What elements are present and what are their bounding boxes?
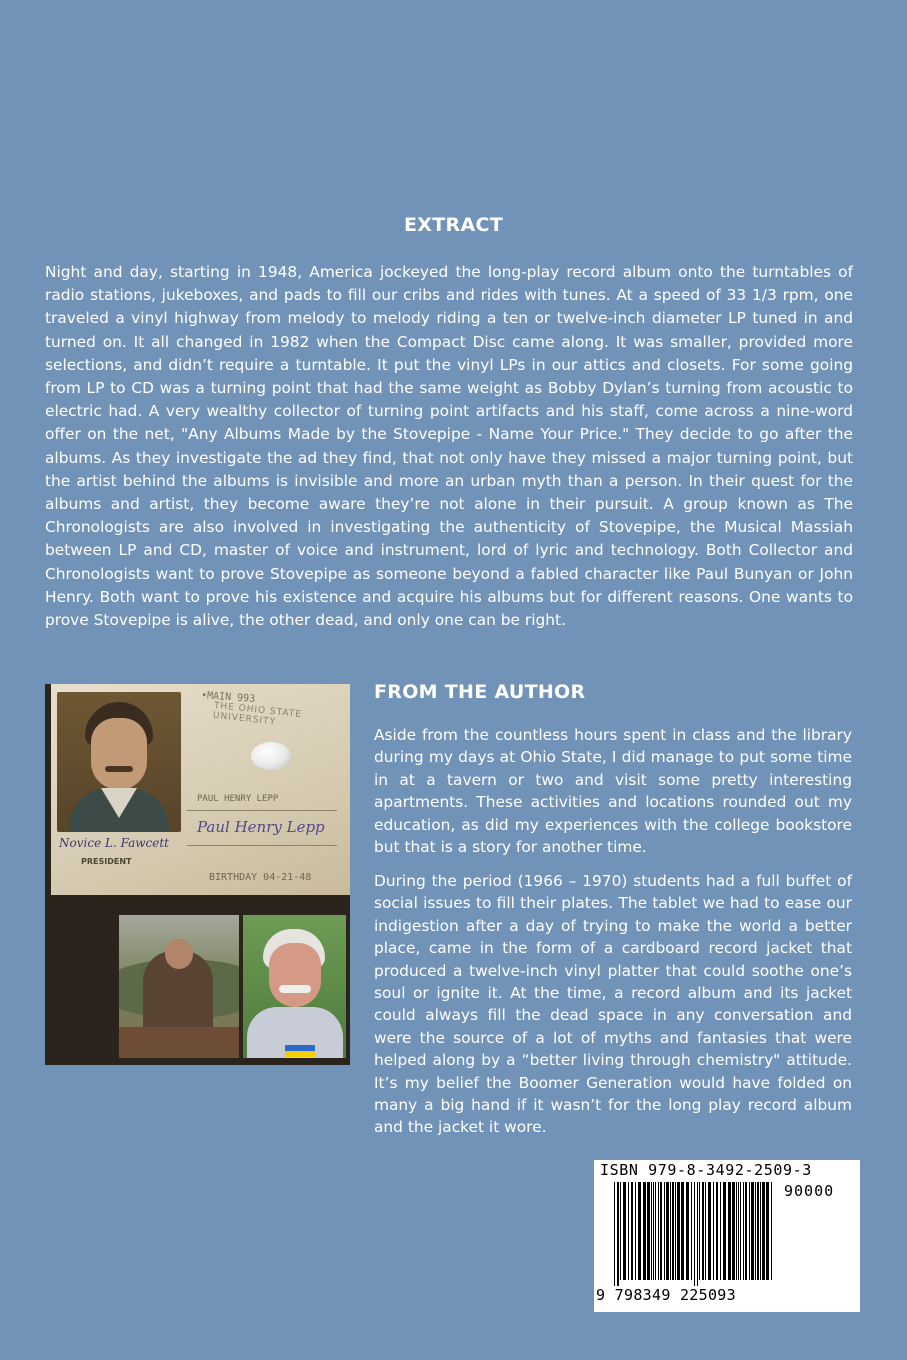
barcode-bars — [612, 1182, 772, 1288]
isbn-barcode — [594, 1160, 860, 1312]
ean-number: 9 798349 225093 — [596, 1286, 736, 1304]
barcode-bar — [757, 1182, 759, 1280]
isbn-number: ISBN 979-8-3492-2509-3 — [600, 1161, 812, 1179]
id-card-signature: Paul Henry Lepp — [197, 818, 325, 836]
barcode-bar — [681, 1182, 684, 1280]
barcode-bar — [655, 1182, 656, 1280]
barcode-bar — [614, 1182, 615, 1286]
barcode-bar — [623, 1182, 626, 1280]
extract-body: Night and day, starting in 1948, America jockeyed the long-play record album onto the turntables of radio stations, jukeboxes, and pads to fill our cribs and rides with tunes. At a speed of 33 1/3 rpm, one traveled a vinyl highway from melody to melody riding a ten or twelve-inch diameter LP tuned in and turned on. It all changed in 1982 when the Compact Disc came along. It was smaller, provided more selections, and didn’t require a turntable. It put the vinyl LPs in our attics and closets. For some going from LP to CD was a turning point that had the same weight as Bobby Dylan’s turning from acoustic to electric had. A very wealthy collector of turning point artifacts and his staff, come across a nine-word offer on the net, "Any Albums Made by the Stovepipe - Name Your Price." They decide to go after the albums. As they investigate the ad they find, that not only have they missed a major turning point, but the artist behind the albums is invisible and more an urban myth than a person. In their quest for the albums and artist, they become aware they’re not alone in their pursuit. A group known as The Chronologists are also involved in investigating the authenticity of Stovepipe, the Musical Massiah between LP and CD, master of voice and instrument, lord of lyric and technology. Both Collector and Chronologists want to prove Stovepipe as someone beyond a fabled character like Paul Bunyan or John Henry. Both want to prove his existence and acquire his albums but for different reasons. One wants to prove Stovepipe is alive, the other dead, and only one can be right. — [45, 263, 853, 630]
barcode-bar — [702, 1182, 704, 1280]
barcode-bar — [670, 1182, 671, 1280]
author-paragraph-1: Aside from the countless hours spent in class and the library during my days at Ohio State, I did manage to put some time in at a tavern or two and visit some pretty interesting apartments. These activities and locations rounded out my education, as did my experiences with the college bookstore but that is a story for another time. — [374, 726, 852, 857]
barcode-bar — [720, 1182, 721, 1280]
barcode-bar — [740, 1182, 741, 1280]
barcode-bar — [738, 1182, 739, 1280]
barcode-bar — [760, 1182, 761, 1280]
barcode-bar — [635, 1182, 636, 1280]
barcode-bar — [697, 1182, 698, 1286]
barcode-bar — [638, 1182, 641, 1280]
barcode-bar — [771, 1182, 772, 1280]
barcode-bar — [755, 1182, 756, 1280]
barcode-bar — [658, 1182, 659, 1280]
barcode-bar — [660, 1182, 662, 1280]
president-label: PRESIDENT — [81, 857, 132, 866]
barcode-bar — [766, 1182, 769, 1280]
barcode-bar — [643, 1182, 646, 1280]
pin-button — [251, 742, 291, 770]
extract-heading: EXTRACT — [404, 214, 503, 236]
ukraine-flag-icon — [285, 1045, 315, 1057]
barcode-bar — [743, 1182, 744, 1280]
barcode-bar — [691, 1182, 692, 1280]
id-card-university: THE OHIO STATE UNIVERSITY — [212, 700, 303, 728]
barcode-bar — [708, 1182, 711, 1280]
barcode-bar — [675, 1182, 676, 1280]
barcode-bar — [694, 1182, 695, 1286]
id-card-name: PAUL HENRY LEPP — [197, 794, 279, 804]
young-author-photo — [119, 915, 239, 1058]
barcode-bar — [749, 1182, 750, 1280]
barcode-bar — [666, 1182, 669, 1280]
barcode-bar — [723, 1182, 726, 1280]
barcode-bar — [628, 1182, 629, 1280]
id-card-header: •MAIN 993 — [200, 690, 256, 705]
author-paragraph-2: During the period (1966 – 1970) students had a full buffet of social issues to fill their plates. The tablet we had to ease our indigestion after a day of trying to make the world a better place, came in the form of a cardboard record jacket that produced a twelve-inch vinyl platter that could soothe one’s soul or ignite it. At the time, a record album and its jacket could always fill the dead space in any conversation and were the source of a lot of myths and fantasies that were helped along by a “better living through chemistry" attitude. It’s my belief the Boomer Generation would have folded on many a big hand if it wasn’t for the long play record album and the jacket it wore. — [374, 872, 852, 1137]
barcode-bar — [751, 1182, 754, 1280]
barcode-bar — [745, 1182, 747, 1280]
id-card-birthday: BIRTHDAY 04-21-48 — [209, 872, 312, 883]
barcode-bar — [705, 1182, 706, 1280]
barcode-bar — [713, 1182, 714, 1280]
president-signature: Novice L. Fawcett — [59, 836, 169, 850]
id-card-portrait — [57, 692, 181, 832]
barcode-bar — [728, 1182, 731, 1280]
author-portrait-photo — [243, 915, 346, 1058]
barcode-bar — [651, 1182, 652, 1280]
barcode-bar — [672, 1182, 674, 1280]
barcode-bar — [732, 1182, 735, 1280]
barcode-bar — [677, 1182, 680, 1280]
barcode-bar — [647, 1182, 650, 1280]
barcode-bar — [617, 1182, 619, 1286]
barcode-bar — [620, 1182, 621, 1280]
barcode-bar — [664, 1182, 665, 1280]
barcode-bar — [631, 1182, 633, 1280]
barcode-bar — [716, 1182, 718, 1280]
student-id-card — [51, 684, 350, 895]
barcode-bar — [699, 1182, 700, 1280]
author-heading: FROM THE AUTHOR — [374, 681, 586, 703]
author-photo-collage — [45, 684, 350, 1065]
barcode-bar — [653, 1182, 654, 1280]
barcode-bar — [736, 1182, 737, 1280]
barcode-bar — [686, 1182, 689, 1280]
barcode-bar — [762, 1182, 765, 1280]
price-code: 90000 — [784, 1182, 835, 1200]
